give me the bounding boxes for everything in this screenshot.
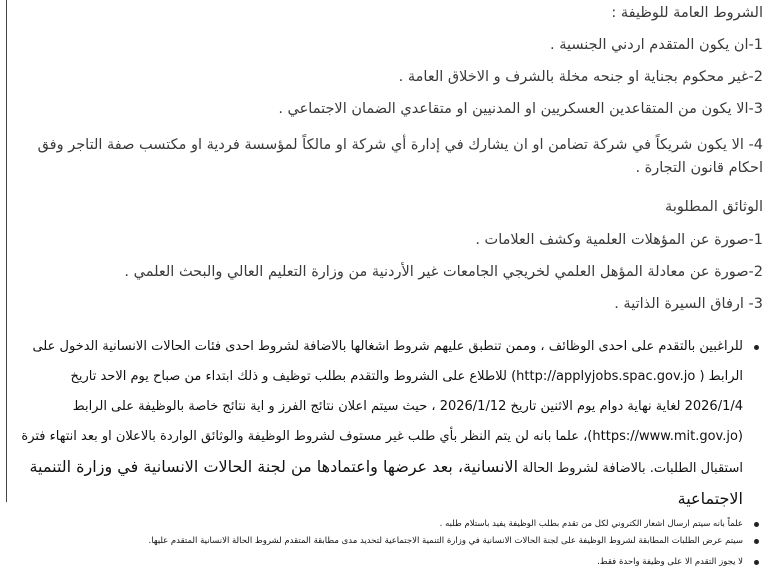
condition-item: 3-الا يكون من المتقاعدين العسكريين او المدنيين او متقاعدي الضمان الاجتماعي .: [278, 101, 763, 117]
note-item: سيتم عرض الطلبات المطابقة لشروط الوظيفة على لجنة الحالات الانسانية في وزارة التنمية الاجتماعية لتحديد مدى مطابقة المتقدم لشروط الحالة الانسانية المتقدم عليها.: [18, 533, 743, 550]
application-note-tail: الانسانية، بعد عرضها واعتمادها من لجنة الحالات الانسانية في وزارة التنمية الاجتماعية: [29, 457, 743, 508]
document-item: 2-صورة عن معادلة المؤهل العلمي لخريجي الجامعات غير الأردنية من وزارة التعليم العالي والبحث العلمي .: [124, 264, 763, 280]
required-documents-title: الوثائق المطلوبة: [665, 199, 763, 215]
condition-item: 1-ان يكون المتقدم اردني الجنسية .: [550, 37, 763, 53]
document-item: 1-صورة عن المؤهلات العلمية وكشف العلامات .: [475, 232, 763, 248]
condition-item: 2-غير محكوم بجناية او جنحه مخلة بالشرف و الاخلاق العامة .: [398, 69, 763, 85]
note-item: علماً بانه سيتم ارسال اشعار الكتروني لكل من تقدم بطلب الوظيفة يفيد باستلام طلبه .: [18, 516, 743, 533]
document-item: 3- ارفاق السيرة الذاتية .: [614, 296, 763, 312]
condition-item: 4- الا يكون شريكاً في شركة تضامن او ان يشارك في إدارة أي شركة او مالكاً لمؤسسة فردية او مكتسب صفة التاجر وفق احكام قانون التجارة .: [37, 137, 763, 176]
application-note-text: للراغبين بالتقدم على احدى الوظائف ، وممن تنطبق عليهم شروط اشغالها بالاضافة لشروط احدى فئات الحالات الانسانية الدخول على الرابط ( http://applyjobs.spac.gov.jo) للاطلاع على الشروط والتقدم بطلب توظيف و ذلك ابتداء من صباح يوم الاحد تاريخ 2026/1/4 لغاية نهاية دوام يوم الاثنين تاريخ 2026/1/12 ، حيث سيتم اعلان نتائج الفرز و اية نتائج خاصة بالوظيفة على الرابط (https://www.mit.gov.jo)، علما بانه لن يتم النظر بأي طلب غير مستوف لشروط الوظيفة والوثائق الواردة بالاعلان او بعد انتهاء فترة استقبال الطلبات. بالاضافة لشروط الحالة: [21, 339, 743, 476]
application-note: [18, 332, 743, 516]
general-conditions-title: الشروط العامة للوظيفة :: [611, 5, 763, 21]
notes-list: [18, 332, 763, 571]
note-item: لا يجوز التقدم الا على وظيفة واحدة فقط.: [18, 554, 743, 571]
